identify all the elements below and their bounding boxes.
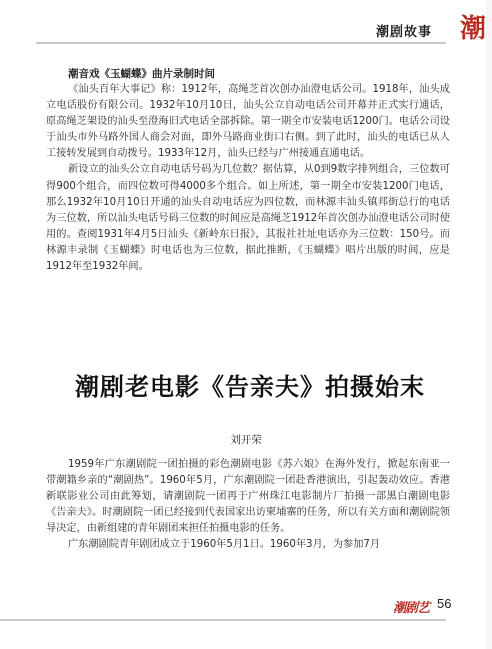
- magazine-signature-logo: 潮剧艺: [393, 601, 430, 616]
- footer-divider: [0, 619, 446, 621]
- page-edge: [486, 0, 492, 649]
- article-title: 潮剧老电影《告亲夫》拍摄始末: [75, 373, 425, 401]
- article-body: [46, 457, 450, 554]
- section-record-time: [46, 66, 450, 275]
- page-number: 56: [437, 596, 452, 611]
- paragraph: 广东潮剧院青年剧团成立于1960年5月1日。1960年3月，为参加7月: [68, 539, 381, 551]
- paragraph: 新设立的汕头公立自动电话号码为几位数？据估算，从0到9数字排列组合，三位数可得900个组合，而四位数可得4000多个组合。如上所述，第一期全市安装1200门电话，那么1932年10月10日开通的汕头自动电话应为四位数，而林源丰汕头镇邦街总行的电话为三位数，所以汕头电话号码三位数的时间应是高绳芝1912年首次创办汕澄电话公司时使用的。查阅1931年4月5日汕头《新岭东日报》，其报社社址电话亦为三位数：150号。而林源丰录制《玉蝴蝶》时电话也为三位数，据此推断，《玉蝴蝶》唱片出版的时间，应是1912年至1932年间。: [46, 164, 450, 273]
- page-header: [0, 16, 446, 46]
- column-title: 潮剧故事: [375, 25, 432, 40]
- paragraph: 1959年广东潮剧院一团拍摄的彩色潮剧电影《苏六娘》在海外发行，掀起东南亚一带潮籍乡亲的“潮剧热”。1960年5月，广东潮剧院一团赴香港演出，引起轰动效应。香港新联影业公司由此筹划，请潮剧院一团再于广州珠江电影制片厂拍摄一部黑白潮剧电影《告亲夫》。时潮剧院一团已经接到代表国家出访柬埔寨的任务，所以有关方面和潮剧院领导决定，由新组建的青年剧团来担任拍摄电影的任务。: [46, 459, 450, 535]
- section-title: 潮音戏《玉蝴蝶》曲片录制时间: [68, 68, 215, 80]
- article-author: 刘开荣: [230, 434, 262, 446]
- paragraph: 《汕头百年大事记》称：1912年，高绳芝首次创办汕澄电话公司。1918年，汕头成立电话股份有限公司。1932年10月10日，汕头公立自动电话公司开幕并正式实行通话，原高绳芝架设的汕头至澄海旧式电话全部拆除。第一期全市安装电话1200门。电话公司设于汕头市外马路外国人商会对面，即外马路商业街口右侧。到了此时，汕头的电话已从人工接转发展到自动拨号。1933年12月，汕头已经与广州接通直通电话。: [46, 84, 450, 160]
- column-logo-icon: 潮: [460, 14, 487, 44]
